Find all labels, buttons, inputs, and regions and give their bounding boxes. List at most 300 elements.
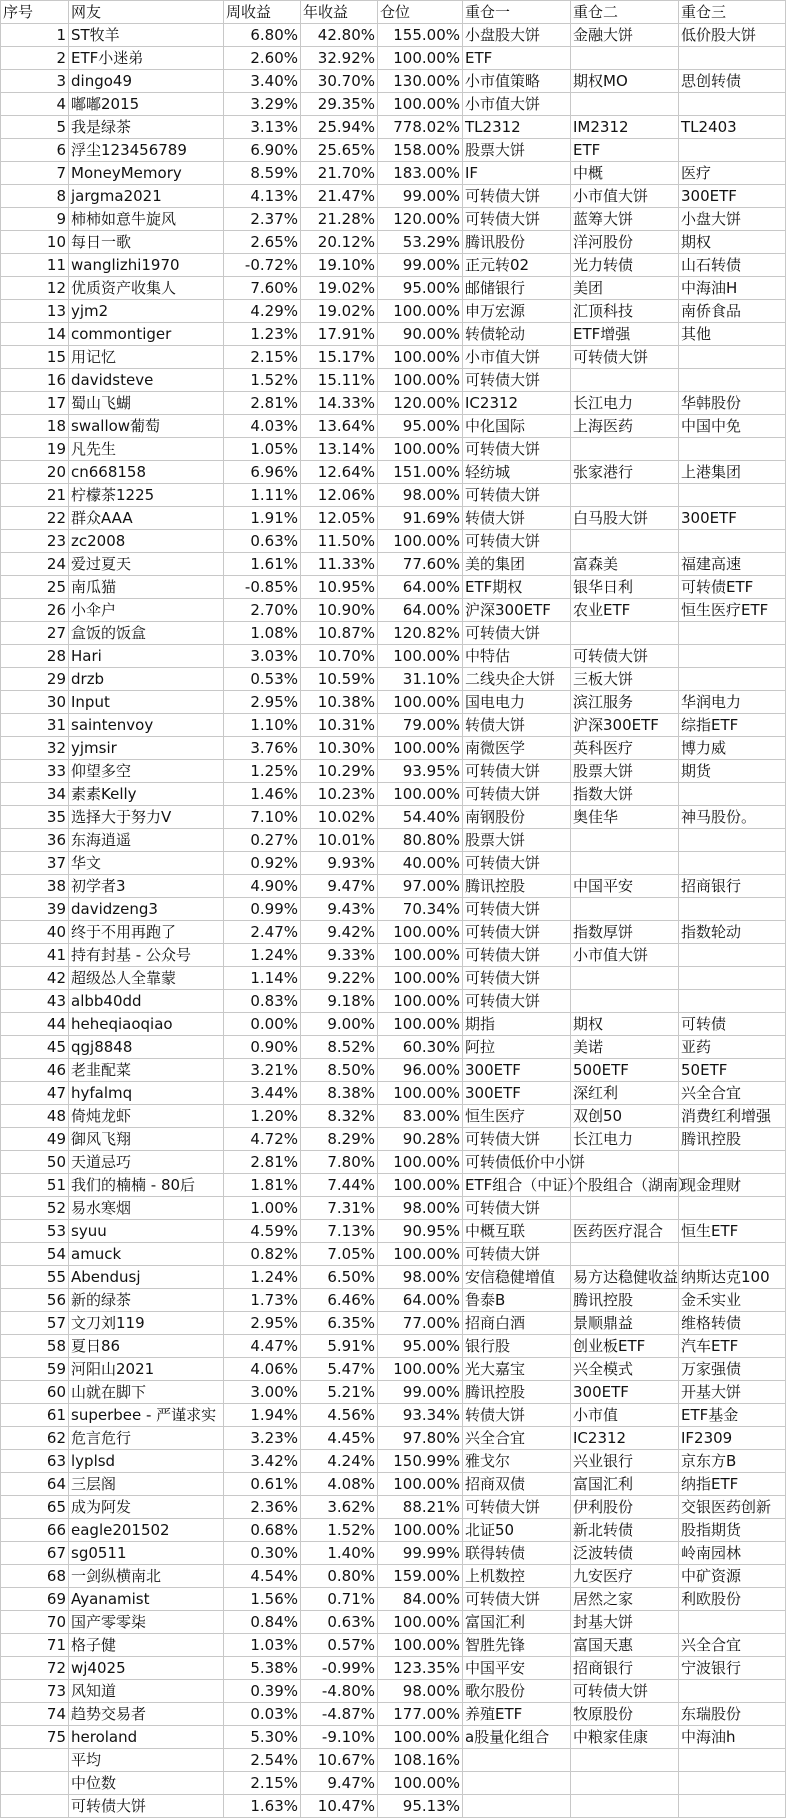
cell-holding-1: IC2312 bbox=[463, 392, 571, 415]
cell-position: 70.34% bbox=[378, 898, 463, 921]
table-row bbox=[1, 1726, 786, 1749]
cell-annual-return: 21.70% bbox=[301, 162, 378, 185]
cell-annual-return: 10.87% bbox=[301, 622, 378, 645]
cell-holding-3: 亚药 bbox=[679, 1036, 786, 1059]
cell-holding-1: 可转债大饼 bbox=[463, 1496, 571, 1519]
cell-weekly-return: 3.00% bbox=[224, 1381, 301, 1404]
cell-user: 可转债大饼 bbox=[69, 1795, 224, 1818]
cell-user: 素素Kelly bbox=[69, 783, 224, 806]
cell-annual-return: 11.50% bbox=[301, 530, 378, 553]
cell-annual-return: 6.35% bbox=[301, 1312, 378, 1335]
cell-weekly-return: 0.68% bbox=[224, 1519, 301, 1542]
cell-holding-1: 可转债大饼 bbox=[463, 990, 571, 1013]
cell-holding-2 bbox=[571, 438, 679, 461]
summary-row bbox=[1, 1749, 786, 1772]
cell-position: 64.00% bbox=[378, 599, 463, 622]
cell-position: 40.00% bbox=[378, 852, 463, 875]
table-row bbox=[1, 1174, 786, 1197]
cell-holding-1: 正元转02 bbox=[463, 254, 571, 277]
cell-holding-3: 恒生医疗ETF bbox=[679, 599, 786, 622]
cell-holding-2: 双创50 bbox=[571, 1105, 679, 1128]
cell-user: 格子健 bbox=[69, 1634, 224, 1657]
cell-holding-3 bbox=[679, 1151, 786, 1174]
cell-user: 新的绿茶 bbox=[69, 1289, 224, 1312]
cell-index: 27 bbox=[1, 622, 69, 645]
cell-position: 100.00% bbox=[378, 944, 463, 967]
cell-user: 文刀刘119 bbox=[69, 1312, 224, 1335]
cell-index: 15 bbox=[1, 346, 69, 369]
cell-holding-2 bbox=[571, 484, 679, 507]
cell-holding-2: 居然之家 bbox=[571, 1588, 679, 1611]
cell-weekly-return: 1.20% bbox=[224, 1105, 301, 1128]
cell-weekly-return: 0.90% bbox=[224, 1036, 301, 1059]
cell-weekly-return: 3.44% bbox=[224, 1082, 301, 1105]
cell-holding-1: 期指 bbox=[463, 1013, 571, 1036]
table-row bbox=[1, 1657, 786, 1680]
cell-weekly-return: 1.81% bbox=[224, 1174, 301, 1197]
cell-weekly-return: 0.82% bbox=[224, 1243, 301, 1266]
cell-holding-3 bbox=[679, 967, 786, 990]
cell-holding-2: 股票大饼 bbox=[571, 760, 679, 783]
cell-index: 16 bbox=[1, 369, 69, 392]
cell-holding-3: 宁波银行 bbox=[679, 1657, 786, 1680]
cell-annual-return: 7.13% bbox=[301, 1220, 378, 1243]
cell-weekly-return: 6.80% bbox=[224, 24, 301, 47]
cell-holding-2 bbox=[571, 622, 679, 645]
cell-holding-1: 可转债大饼 bbox=[463, 921, 571, 944]
table-row bbox=[1, 898, 786, 921]
table-row bbox=[1, 1335, 786, 1358]
cell-holding-1: 银行股 bbox=[463, 1335, 571, 1358]
cell-weekly-return: 1.91% bbox=[224, 507, 301, 530]
cell-index: 2 bbox=[1, 47, 69, 70]
table-row bbox=[1, 1151, 786, 1174]
cell-position: 84.00% bbox=[378, 1588, 463, 1611]
cell-index: 34 bbox=[1, 783, 69, 806]
cell-holding-3: 开基大饼 bbox=[679, 1381, 786, 1404]
cell-holding-2: 上海医药 bbox=[571, 415, 679, 438]
cell-user: 用记忆 bbox=[69, 346, 224, 369]
cell-position: 130.00% bbox=[378, 70, 463, 93]
cell-index: 9 bbox=[1, 208, 69, 231]
cell-weekly-return: 3.76% bbox=[224, 737, 301, 760]
cell-annual-return: 9.22% bbox=[301, 967, 378, 990]
cell-index: 62 bbox=[1, 1427, 69, 1450]
cell-position: 64.00% bbox=[378, 576, 463, 599]
table-row bbox=[1, 1312, 786, 1335]
cell-index bbox=[1, 1795, 69, 1818]
cell-annual-return: 12.06% bbox=[301, 484, 378, 507]
cell-annual-return: 5.47% bbox=[301, 1358, 378, 1381]
cell-index: 65 bbox=[1, 1496, 69, 1519]
table-row bbox=[1, 1289, 786, 1312]
cell-holding-3: 现金理财 bbox=[679, 1174, 786, 1197]
cell-annual-return: 29.35% bbox=[301, 93, 378, 116]
cell-weekly-return: 2.70% bbox=[224, 599, 301, 622]
cell-annual-return: 10.59% bbox=[301, 668, 378, 691]
cell-holding-2: 新北转债 bbox=[571, 1519, 679, 1542]
cell-holding-1: 可转债大饼 bbox=[463, 1243, 571, 1266]
cell-user: 山就在脚下 bbox=[69, 1381, 224, 1404]
cell-position: 54.40% bbox=[378, 806, 463, 829]
table-row bbox=[1, 622, 786, 645]
cell-holding-2: 指数大饼 bbox=[571, 783, 679, 806]
cell-weekly-return: 2.81% bbox=[224, 392, 301, 415]
cell-position: 100.00% bbox=[378, 1519, 463, 1542]
cell-holding-3: 期货 bbox=[679, 760, 786, 783]
header-cell-weekly-return: 周收益 bbox=[224, 1, 301, 24]
cell-holding-3: ETF基金 bbox=[679, 1404, 786, 1427]
cell-user: superbee - 严谨求实 bbox=[69, 1404, 224, 1427]
cell-annual-return: 0.71% bbox=[301, 1588, 378, 1611]
cell-holding-2: ETF增强 bbox=[571, 323, 679, 346]
table-row bbox=[1, 1266, 786, 1289]
cell-holding-3: 招商银行 bbox=[679, 875, 786, 898]
cell-annual-return: 8.50% bbox=[301, 1059, 378, 1082]
cell-annual-return: 8.38% bbox=[301, 1082, 378, 1105]
cell-holding-1: 阿拉 bbox=[463, 1036, 571, 1059]
table-row bbox=[1, 1634, 786, 1657]
cell-holding-1: 雅戈尔 bbox=[463, 1450, 571, 1473]
cell-index: 54 bbox=[1, 1243, 69, 1266]
cell-annual-return: 8.52% bbox=[301, 1036, 378, 1059]
cell-weekly-return: 1.73% bbox=[224, 1289, 301, 1312]
cell-holding-1: 小市值大饼 bbox=[463, 93, 571, 116]
cell-weekly-return: 4.47% bbox=[224, 1335, 301, 1358]
cell-holding-3: 山石转债 bbox=[679, 254, 786, 277]
cell-weekly-return: 2.37% bbox=[224, 208, 301, 231]
cell-position: 98.00% bbox=[378, 1680, 463, 1703]
cell-holding-2: 小市值 bbox=[571, 1404, 679, 1427]
cell-holding-1: 光大嘉宝 bbox=[463, 1358, 571, 1381]
table-row bbox=[1, 415, 786, 438]
cell-holding-2: 富森美 bbox=[571, 553, 679, 576]
cell-weekly-return: 1.14% bbox=[224, 967, 301, 990]
cell-holding-2: 银华日利 bbox=[571, 576, 679, 599]
cell-index: 64 bbox=[1, 1473, 69, 1496]
cell-holding-2: 500ETF bbox=[571, 1059, 679, 1082]
cell-weekly-return: 7.10% bbox=[224, 806, 301, 829]
cell-user: 中位数 bbox=[69, 1772, 224, 1795]
cell-holding-1: 股票大饼 bbox=[463, 139, 571, 162]
cell-weekly-return: 2.81% bbox=[224, 1151, 301, 1174]
cell-index: 57 bbox=[1, 1312, 69, 1335]
cell-index: 66 bbox=[1, 1519, 69, 1542]
cell-index: 69 bbox=[1, 1588, 69, 1611]
cell-holding-2: 可转债大饼 bbox=[571, 645, 679, 668]
cell-position: 100.00% bbox=[378, 47, 463, 70]
cell-holding-2 bbox=[571, 898, 679, 921]
cell-holding-3 bbox=[679, 438, 786, 461]
cell-weekly-return: 0.84% bbox=[224, 1611, 301, 1634]
table-row bbox=[1, 829, 786, 852]
cell-index: 14 bbox=[1, 323, 69, 346]
cell-index: 67 bbox=[1, 1542, 69, 1565]
table-row bbox=[1, 599, 786, 622]
cell-annual-return: -4.80% bbox=[301, 1680, 378, 1703]
cell-position: 100.00% bbox=[378, 93, 463, 116]
cell-holding-2: 小市值大饼 bbox=[571, 185, 679, 208]
cell-position: 100.00% bbox=[378, 1473, 463, 1496]
cell-position: 60.30% bbox=[378, 1036, 463, 1059]
cell-position: 120.82% bbox=[378, 622, 463, 645]
table-row bbox=[1, 392, 786, 415]
cell-position: 123.35% bbox=[378, 1657, 463, 1680]
cell-position: 80.80% bbox=[378, 829, 463, 852]
cell-index: 24 bbox=[1, 553, 69, 576]
cell-index: 29 bbox=[1, 668, 69, 691]
cell-holding-2: 指数厚饼 bbox=[571, 921, 679, 944]
table-row bbox=[1, 484, 786, 507]
cell-annual-return: 19.02% bbox=[301, 300, 378, 323]
cell-annual-return: 42.80% bbox=[301, 24, 378, 47]
cell-position: 100.00% bbox=[378, 1243, 463, 1266]
table-row bbox=[1, 1243, 786, 1266]
cell-holding-3: 综指ETF bbox=[679, 714, 786, 737]
cell-index: 48 bbox=[1, 1105, 69, 1128]
cell-user: 超级怂人全靠蒙 bbox=[69, 967, 224, 990]
cell-index: 35 bbox=[1, 806, 69, 829]
cell-position: 100.00% bbox=[378, 1611, 463, 1634]
cell-annual-return: 21.47% bbox=[301, 185, 378, 208]
cell-holding-1: a股量化组合 bbox=[463, 1726, 571, 1749]
table-row bbox=[1, 576, 786, 599]
cell-holding-3 bbox=[679, 47, 786, 70]
table-row bbox=[1, 277, 786, 300]
cell-annual-return: 15.11% bbox=[301, 369, 378, 392]
cell-weekly-return: -0.85% bbox=[224, 576, 301, 599]
cell-index: 6 bbox=[1, 139, 69, 162]
cell-annual-return: 0.80% bbox=[301, 1565, 378, 1588]
cell-holding-2: 三板大饼 bbox=[571, 668, 679, 691]
cell-position: 98.00% bbox=[378, 1197, 463, 1220]
cell-holding-3: 京东方B bbox=[679, 1450, 786, 1473]
cell-user: 三层阁 bbox=[69, 1473, 224, 1496]
cell-holding-2: 兴业银行 bbox=[571, 1450, 679, 1473]
cell-holding-3: 可转债ETF bbox=[679, 576, 786, 599]
cell-holding-1: 股票大饼 bbox=[463, 829, 571, 852]
cell-holding-3: 中海油H bbox=[679, 277, 786, 300]
cell-holding-2: 牧原股份 bbox=[571, 1703, 679, 1726]
cell-index: 19 bbox=[1, 438, 69, 461]
cell-annual-return: 7.80% bbox=[301, 1151, 378, 1174]
cell-weekly-return: 4.06% bbox=[224, 1358, 301, 1381]
table-row bbox=[1, 1128, 786, 1151]
cell-holding-2 bbox=[571, 829, 679, 852]
cell-position: 120.00% bbox=[378, 208, 463, 231]
cell-weekly-return: 2.65% bbox=[224, 231, 301, 254]
cell-index bbox=[1, 1749, 69, 1772]
table-row bbox=[1, 530, 786, 553]
table-row bbox=[1, 1358, 786, 1381]
cell-holding-2 bbox=[571, 1151, 679, 1174]
cell-user: 夏日86 bbox=[69, 1335, 224, 1358]
cell-position: 100.00% bbox=[378, 783, 463, 806]
cell-weekly-return: 1.24% bbox=[224, 1266, 301, 1289]
cell-holding-2: 美诺 bbox=[571, 1036, 679, 1059]
cell-annual-return: 10.01% bbox=[301, 829, 378, 852]
cell-holding-2: 美团 bbox=[571, 277, 679, 300]
table-row bbox=[1, 70, 786, 93]
cell-position: 31.10% bbox=[378, 668, 463, 691]
cell-weekly-return: 2.36% bbox=[224, 1496, 301, 1519]
cell-holding-3: 思创转债 bbox=[679, 70, 786, 93]
cell-holding-3: 其他 bbox=[679, 323, 786, 346]
cell-holding-2 bbox=[571, 1197, 679, 1220]
cell-holding-3: IF2309 bbox=[679, 1427, 786, 1450]
table-row bbox=[1, 1542, 786, 1565]
cell-annual-return: 1.52% bbox=[301, 1519, 378, 1542]
cell-holding-3: 指数轮动 bbox=[679, 921, 786, 944]
cell-index: 61 bbox=[1, 1404, 69, 1427]
cell-holding-1: 中化国际 bbox=[463, 415, 571, 438]
cell-user: 终于不用再跑了 bbox=[69, 921, 224, 944]
cell-holding-2: 中概 bbox=[571, 162, 679, 185]
cell-holding-2 bbox=[571, 47, 679, 70]
cell-holding-1: 可转债大饼 bbox=[463, 1588, 571, 1611]
cell-annual-return: -0.99% bbox=[301, 1657, 378, 1680]
cell-position: 100.00% bbox=[378, 1082, 463, 1105]
cell-position: 100.00% bbox=[378, 369, 463, 392]
cell-holding-3 bbox=[679, 1243, 786, 1266]
cell-holding-1: 中国平安 bbox=[463, 1657, 571, 1680]
cell-index: 33 bbox=[1, 760, 69, 783]
cell-user: 老韭配菜 bbox=[69, 1059, 224, 1082]
cell-holding-2: 伊利股份 bbox=[571, 1496, 679, 1519]
cell-user: 每日一歌 bbox=[69, 231, 224, 254]
cell-holding-1 bbox=[463, 1772, 571, 1795]
cell-holding-1: 南钢股份 bbox=[463, 806, 571, 829]
cell-annual-return: 9.47% bbox=[301, 875, 378, 898]
table-row bbox=[1, 1496, 786, 1519]
cell-annual-return: 10.30% bbox=[301, 737, 378, 760]
cell-index: 49 bbox=[1, 1128, 69, 1151]
cell-holding-1: 南微医学 bbox=[463, 737, 571, 760]
table-row bbox=[1, 852, 786, 875]
cell-index: 36 bbox=[1, 829, 69, 852]
cell-weekly-return: 2.95% bbox=[224, 1312, 301, 1335]
cell-holding-2: 奥佳华 bbox=[571, 806, 679, 829]
cell-holding-3 bbox=[679, 484, 786, 507]
cell-position: 95.13% bbox=[378, 1795, 463, 1818]
cell-user: albb40dd bbox=[69, 990, 224, 1013]
cell-index: 53 bbox=[1, 1220, 69, 1243]
cell-holding-3: 万家强债 bbox=[679, 1358, 786, 1381]
cell-annual-return: 15.17% bbox=[301, 346, 378, 369]
cell-user: 群众AAA bbox=[69, 507, 224, 530]
cell-position: 151.00% bbox=[378, 461, 463, 484]
cell-index: 74 bbox=[1, 1703, 69, 1726]
cell-annual-return: 13.14% bbox=[301, 438, 378, 461]
cell-annual-return: 9.43% bbox=[301, 898, 378, 921]
cell-weekly-return: 3.23% bbox=[224, 1427, 301, 1450]
cell-index: 42 bbox=[1, 967, 69, 990]
cell-weekly-return: 5.30% bbox=[224, 1726, 301, 1749]
cell-holding-1: 中概互联 bbox=[463, 1220, 571, 1243]
cell-holding-2: 富国汇利 bbox=[571, 1473, 679, 1496]
cell-holding-1: 小市值大饼 bbox=[463, 346, 571, 369]
cell-index: 45 bbox=[1, 1036, 69, 1059]
cell-index: 11 bbox=[1, 254, 69, 277]
cell-weekly-return: 0.39% bbox=[224, 1680, 301, 1703]
cell-weekly-return: 0.53% bbox=[224, 668, 301, 691]
table-row bbox=[1, 346, 786, 369]
cell-position: 100.00% bbox=[378, 737, 463, 760]
cell-position: 97.80% bbox=[378, 1427, 463, 1450]
cell-holding-3 bbox=[679, 829, 786, 852]
cell-holding-2: 招商银行 bbox=[571, 1657, 679, 1680]
cell-weekly-return: 0.00% bbox=[224, 1013, 301, 1036]
cell-annual-return: 10.02% bbox=[301, 806, 378, 829]
cell-user: jargma2021 bbox=[69, 185, 224, 208]
cell-holding-1: 小盘股大饼 bbox=[463, 24, 571, 47]
cell-holding-3: 低价股大饼 bbox=[679, 24, 786, 47]
cell-user: 我们的楠楠 - 80后 bbox=[69, 1174, 224, 1197]
cell-holding-3: 金禾实业 bbox=[679, 1289, 786, 1312]
cell-user: 河阳山2021 bbox=[69, 1358, 224, 1381]
cell-holding-1: 可转债大饼 bbox=[463, 530, 571, 553]
cell-index: 46 bbox=[1, 1059, 69, 1082]
cell-weekly-return: 3.21% bbox=[224, 1059, 301, 1082]
cell-position: 120.00% bbox=[378, 392, 463, 415]
cell-index: 1 bbox=[1, 24, 69, 47]
cell-index: 40 bbox=[1, 921, 69, 944]
cell-position: 64.00% bbox=[378, 1289, 463, 1312]
cell-holding-3: 纳斯达克100 bbox=[679, 1266, 786, 1289]
cell-holding-3 bbox=[679, 1680, 786, 1703]
cell-index: 5 bbox=[1, 116, 69, 139]
cell-weekly-return: 1.10% bbox=[224, 714, 301, 737]
cell-holding-2 bbox=[571, 1749, 679, 1772]
cell-holding-3 bbox=[679, 1795, 786, 1818]
cell-user: commontiger bbox=[69, 323, 224, 346]
cell-holding-3 bbox=[679, 346, 786, 369]
cell-holding-3 bbox=[679, 369, 786, 392]
cell-weekly-return: 0.83% bbox=[224, 990, 301, 1013]
cell-position: 99.00% bbox=[378, 1381, 463, 1404]
cell-weekly-return: 2.15% bbox=[224, 346, 301, 369]
table-row bbox=[1, 24, 786, 47]
cell-position: 98.00% bbox=[378, 1266, 463, 1289]
cell-holding-3: 岭南园林 bbox=[679, 1542, 786, 1565]
cell-weekly-return: 3.42% bbox=[224, 1450, 301, 1473]
cell-holding-2: 白马股大饼 bbox=[571, 507, 679, 530]
table-row bbox=[1, 1611, 786, 1634]
cell-holding-3: 汽车ETF bbox=[679, 1335, 786, 1358]
cell-holding-1: 腾讯控股 bbox=[463, 875, 571, 898]
cell-index: 20 bbox=[1, 461, 69, 484]
cell-position: 100.00% bbox=[378, 645, 463, 668]
cell-holding-2: 长江电力 bbox=[571, 392, 679, 415]
cell-index: 44 bbox=[1, 1013, 69, 1036]
cell-annual-return: 7.44% bbox=[301, 1174, 378, 1197]
cell-holding-2: 可转债大饼 bbox=[571, 346, 679, 369]
table-row bbox=[1, 944, 786, 967]
cell-holding-1: 歌尔股份 bbox=[463, 1680, 571, 1703]
cell-holding-2: 腾讯控股 bbox=[571, 1289, 679, 1312]
cell-user: ETF小迷弟 bbox=[69, 47, 224, 70]
cell-user: 东海逍遥 bbox=[69, 829, 224, 852]
cell-holding-3: 华韩股份 bbox=[679, 392, 786, 415]
cell-index: 59 bbox=[1, 1358, 69, 1381]
table-row bbox=[1, 116, 786, 139]
cell-user: 盒饭的饭盒 bbox=[69, 622, 224, 645]
cell-weekly-return: 1.11% bbox=[224, 484, 301, 507]
cell-holding-2: 医药医疗混合 bbox=[571, 1220, 679, 1243]
cell-holding-1: 兴全合宜 bbox=[463, 1427, 571, 1450]
table-row bbox=[1, 47, 786, 70]
cell-index: 38 bbox=[1, 875, 69, 898]
